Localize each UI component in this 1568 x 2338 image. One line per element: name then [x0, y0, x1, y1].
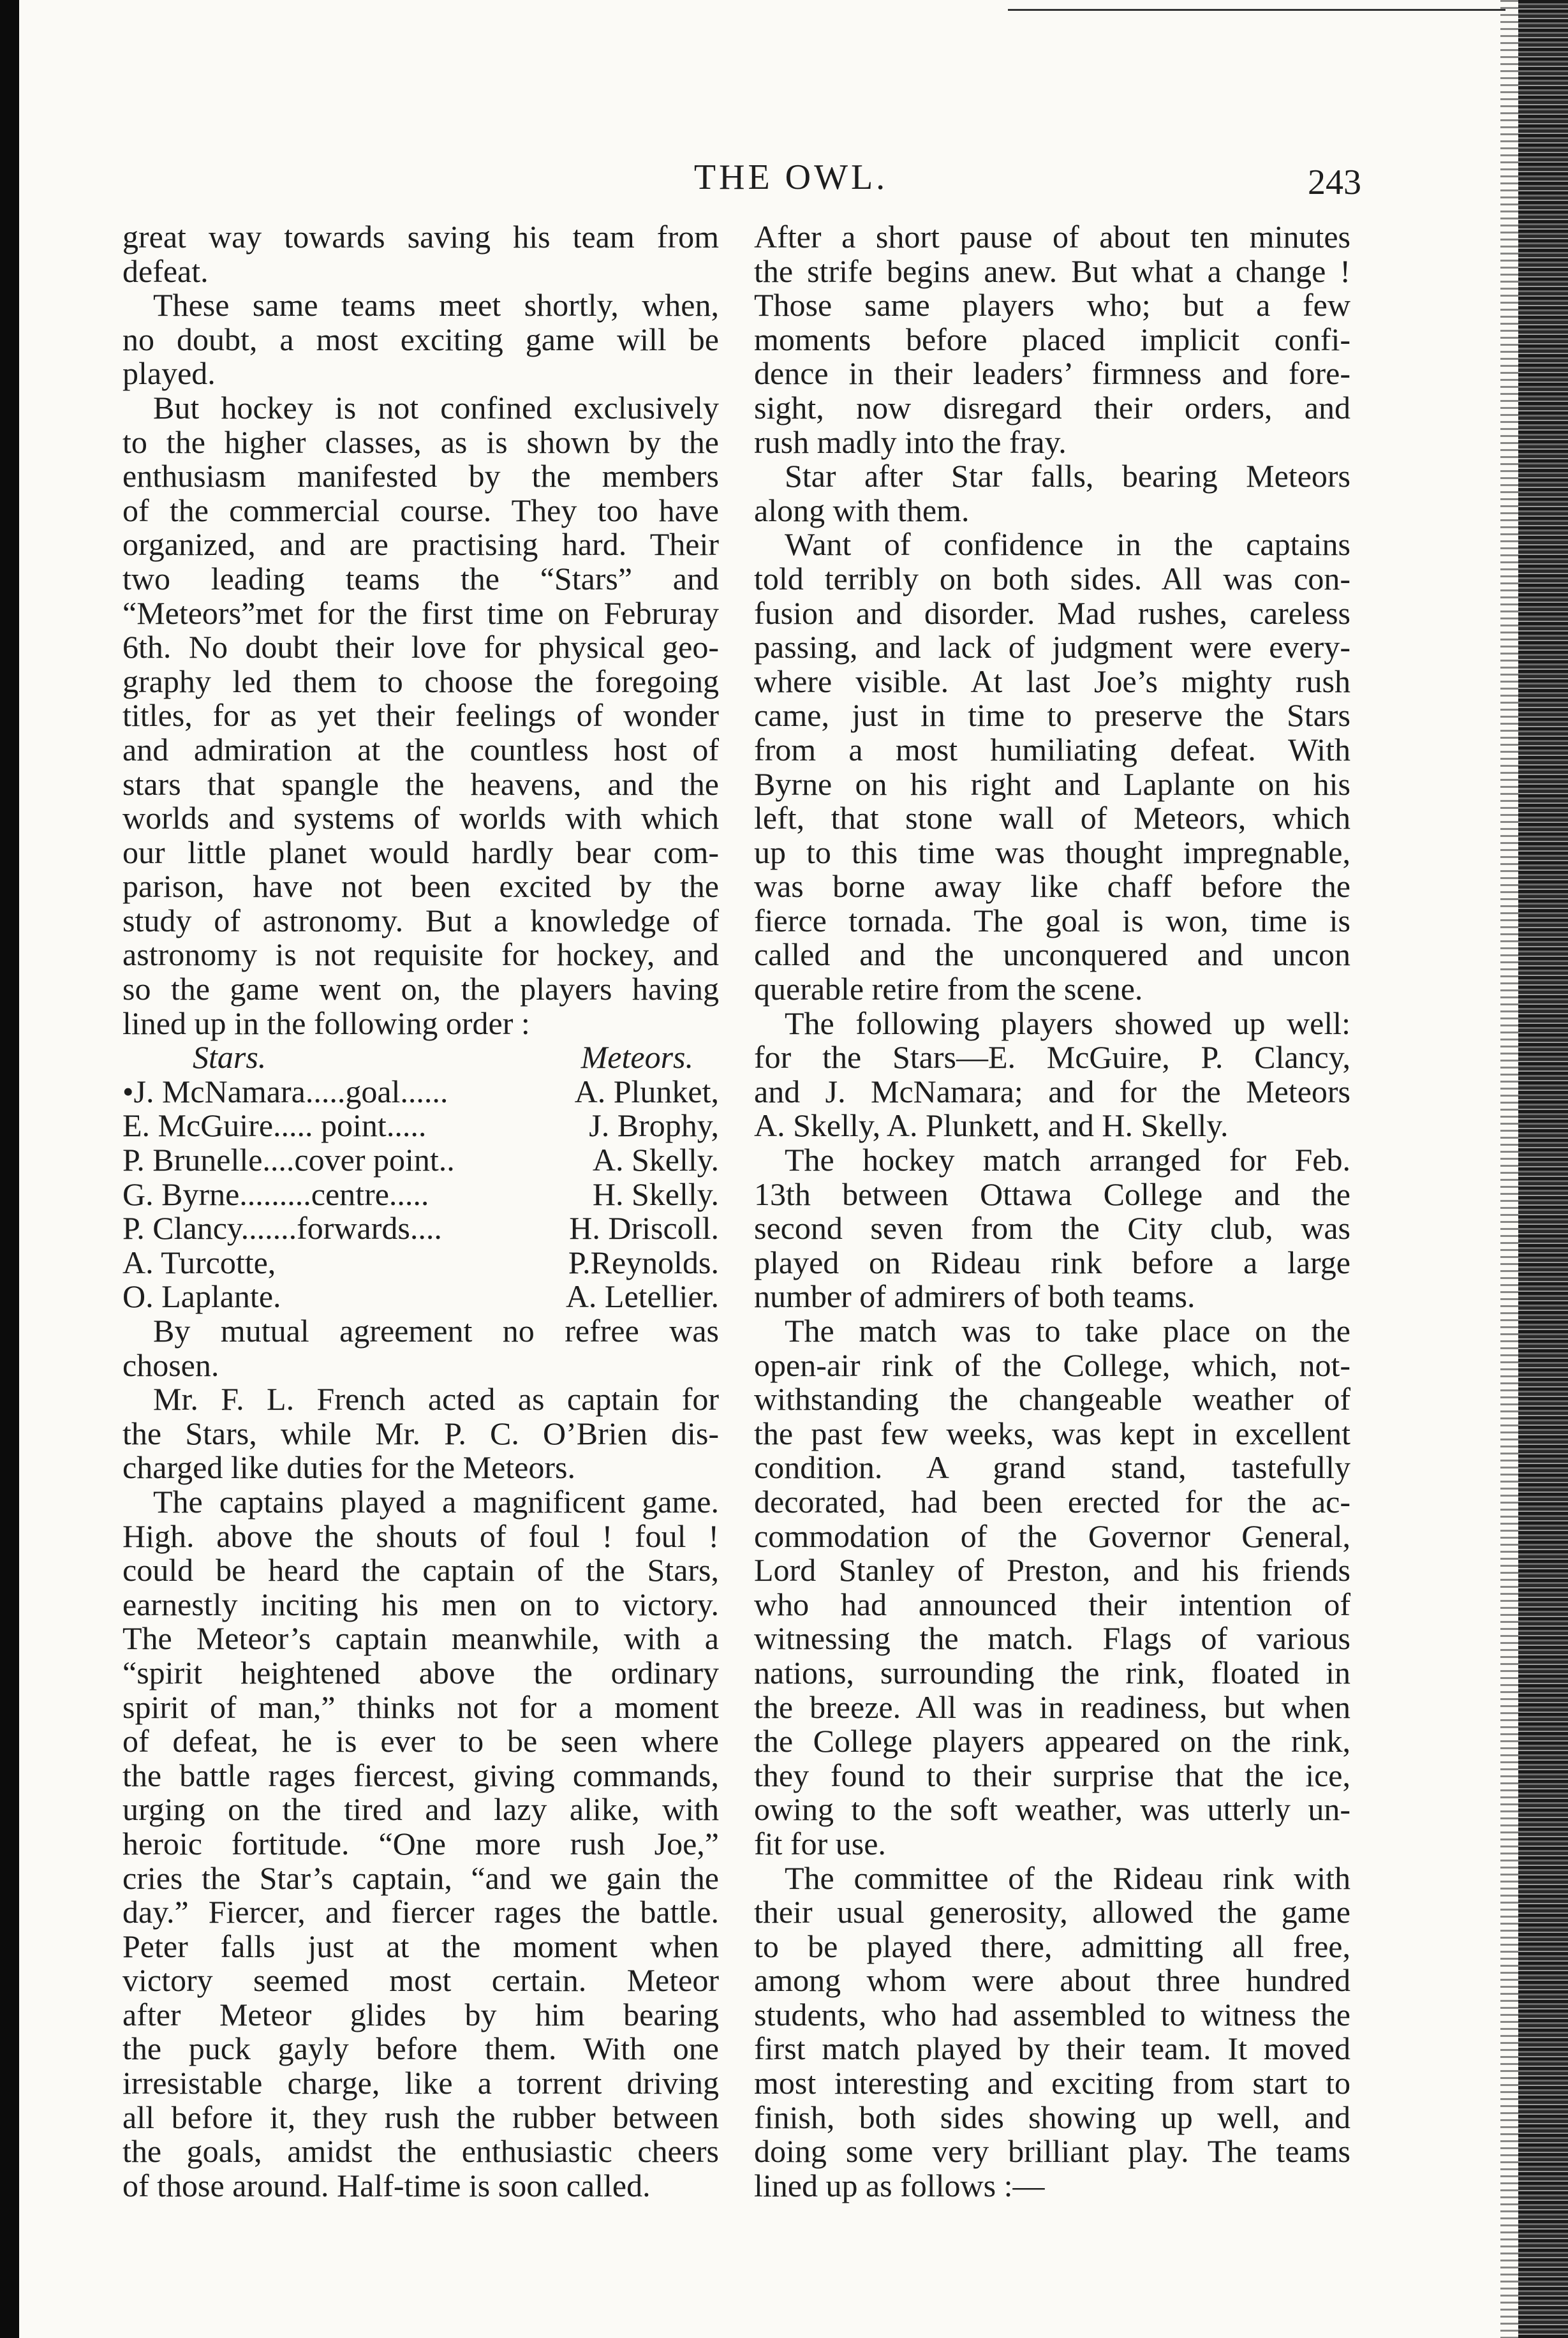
top-rule	[1008, 9, 1505, 11]
text-line: graphy led them to choose the foregoing	[122, 663, 719, 699]
text-line: The captains played a magnificent game.	[153, 1483, 719, 1520]
text-line: The committee of the Rideau rink with	[785, 1860, 1350, 1896]
text-line: The match was to take place on the	[785, 1313, 1350, 1349]
text-line: Those same players who; but a few	[754, 287, 1350, 323]
text-line: spirit of man,” thinks not for a moment	[122, 1689, 719, 1725]
lineup-meteors-entry: P.Reynolds.	[568, 1244, 719, 1280]
lineup-stars-entry: P. Brunelle....cover point..	[122, 1142, 455, 1178]
text-line: up to this time was thought impregnable,	[754, 834, 1350, 870]
text-line: irresistable charge, like a torrent driving	[122, 2065, 719, 2101]
text-line: Star after Star falls, bearing Meteors	[785, 458, 1350, 494]
lineup-meteors-entry: H. Driscoll.	[569, 1210, 719, 1247]
lineup-header	[122, 1040, 719, 1075]
text-line: nations, surrounding the rink, floated in	[754, 1654, 1350, 1691]
text-line: day.” Fiercer, and fiercer rages the battle.	[122, 1894, 719, 1930]
text-line: the battle rages fiercest, giving commands,	[122, 1757, 719, 1793]
text-line: stars that spangle the heavens, and the	[122, 766, 719, 802]
text-line: decorated, had been erected for the ac-	[754, 1483, 1350, 1520]
text-line: first match played by their team. It moved	[754, 2031, 1350, 2067]
text-line: After a short pause of about ten minutes	[754, 219, 1350, 255]
text-line: condition. A grand stand, tastefully	[754, 1449, 1350, 1486]
text-line: the puck gayly before them. With one	[122, 2031, 719, 2067]
binding-edge-right	[1518, 0, 1568, 2338]
right-column-text	[754, 220, 1350, 2203]
text-line: told terribly on both sides. All was con-	[754, 560, 1350, 596]
text-line: “Meteors”met for the first time on Februray	[122, 595, 719, 631]
left-column	[122, 220, 719, 2203]
text-line: to be played there, admitting all free,	[754, 1928, 1350, 1964]
text-line: querable retire from the scene.	[754, 971, 1143, 1007]
lineup-row	[122, 1211, 719, 1246]
text-line: enthusiasm manifested by the members	[122, 458, 719, 494]
text-line: the breeze. All was in readiness, but when	[754, 1689, 1350, 1725]
text-line: of defeat, he is ever to be seen where	[122, 1723, 719, 1759]
lineup-row	[122, 1280, 719, 1314]
text-line: was borne away like chaff before the	[754, 868, 1350, 905]
lineup-row	[122, 1109, 719, 1143]
text-line: the College players appeared on the rink,	[754, 1723, 1350, 1759]
text-line: all before it, they rush the rubber between	[122, 2099, 719, 2135]
text-line: “spirit heightened above the ordinary	[122, 1654, 719, 1691]
text-line: the Stars, while Mr. P. C. O’Brien dis-	[122, 1415, 719, 1451]
page-header	[0, 145, 1568, 203]
text-line: witnessing the match. Flags of various	[754, 1620, 1350, 1657]
text-line: earnestly inciting his men on to victory.	[122, 1586, 719, 1622]
binding-shadow-left	[0, 0, 19, 2338]
text-line: 13th between Ottawa College and the	[754, 1176, 1350, 1212]
lineup-header-meteors: Meteors.	[581, 1039, 693, 1076]
text-line: most interesting and exciting from start to	[754, 2065, 1350, 2101]
text-line: High. above the shouts of foul ! foul !	[122, 1518, 719, 1554]
text-line: no doubt, a most exciting game will be	[122, 321, 719, 357]
text-line: titles, for as yet their feelings of wonder	[122, 697, 719, 734]
text-line: the goals, amidst the enthusiastic cheers	[122, 2133, 719, 2170]
lineup-stars-entry: •J. McNamara.....goal......	[122, 1073, 448, 1109]
lineup-row	[122, 1143, 719, 1178]
text-line: lined up in the following order :	[122, 1005, 530, 1041]
text-line: victory seemed most certain. Meteor	[122, 1962, 719, 1999]
text-line: number of admirers of both teams.	[754, 1278, 1195, 1315]
text-line: parison, have not been excited by the	[122, 868, 719, 905]
text-line: called and the unconquered and uncon	[754, 936, 1350, 973]
text-line: worlds and systems of worlds with which	[122, 800, 719, 836]
text-line: open-air rink of the College, which, not-	[754, 1347, 1350, 1383]
text-line: Lord Stanley of Preston, and his friends	[754, 1552, 1350, 1588]
lineup-meteors-entry: A. Skelly.	[592, 1142, 719, 1178]
right-column	[754, 220, 1350, 2203]
text-line: played on Rideau rink before a large	[754, 1244, 1350, 1280]
text-line: But hockey is not confined exclusively	[153, 389, 719, 425]
text-line: fit for use.	[754, 1825, 886, 1861]
text-line: study of astronomy. But a knowledge of	[122, 902, 719, 938]
text-line: of the commercial course. They too have	[122, 492, 719, 528]
lineup-stars-entry: P. Clancy.......forwards....	[122, 1210, 442, 1247]
text-line: great way towards saving his team from	[122, 219, 719, 255]
text-line: along with them.	[754, 492, 970, 528]
lineup-meteors-entry: A. Plunket,	[574, 1073, 719, 1109]
text-line: fusion and disorder. Mad rushes, careless	[754, 595, 1350, 631]
lineup-stars-entry: A. Turcotte,	[122, 1244, 276, 1280]
text-line: from a most humiliating defeat. With	[754, 731, 1350, 767]
text-line: withstanding the changeable weather of	[754, 1381, 1350, 1417]
page-number: 243	[1308, 163, 1361, 202]
text-line: Byrne on his right and Laplante on his	[754, 766, 1350, 802]
text-line: moments before placed implicit confi-	[754, 321, 1350, 357]
lineup-meteors-entry: H. Skelly.	[592, 1176, 719, 1212]
lineup-row	[122, 1075, 719, 1109]
text-line: By mutual agreement no refree was	[153, 1313, 719, 1349]
text-line: after Meteor glides by him bearing	[122, 1996, 719, 2032]
text-line: astronomy is not requisite for hockey, and	[122, 936, 719, 973]
text-line: urging on the tired and lazy alike, with	[122, 1791, 719, 1828]
text-line: where visible. At last Joe’s mighty rush	[754, 663, 1350, 699]
left-column-text-a	[122, 220, 719, 1040]
text-line: Want of confidence in the captains	[785, 526, 1350, 563]
text-line: dence in their leaders’ firmness and fore-	[754, 355, 1350, 392]
text-line: finish, both sides showing up well, and	[754, 2099, 1350, 2135]
text-line: came, just in time to preserve the Stars	[754, 697, 1350, 734]
text-line: 6th. No doubt their love for physical geo-	[122, 629, 719, 665]
text-line: they found to their surprise that the ice,	[754, 1757, 1350, 1793]
lineup-row	[122, 1246, 719, 1280]
text-line: defeat.	[122, 253, 209, 289]
text-line: who had announced their intention of	[754, 1586, 1350, 1622]
text-line: cries the Star’s captain, “and we gain the	[122, 1860, 719, 1896]
text-line: could be heard the captain of the Stars,	[122, 1552, 719, 1588]
text-line: to the higher classes, as is shown by the	[122, 424, 719, 460]
text-line: the strife begins anew. But what a change !	[754, 253, 1350, 289]
left-column-text-b	[122, 1314, 719, 2203]
text-line: doing some very brilliant play. The teams	[754, 2133, 1350, 2170]
text-line: The following players showed up well:	[785, 1005, 1350, 1041]
text-line: left, that stone wall of Meteors, which	[754, 800, 1350, 836]
text-line: organized, and are practising hard. Their	[122, 526, 719, 563]
running-title: THE OWL.	[693, 158, 889, 197]
text-line: played.	[122, 355, 216, 392]
text-line: lined up as follows :—	[754, 2167, 1045, 2203]
text-line: and admiration at the countless host of	[122, 731, 719, 767]
text-line: commodation of the Governor General,	[754, 1518, 1350, 1554]
lineup-stars-entry: G. Byrne.........centre.....	[122, 1176, 429, 1212]
lineup-meteors-entry: J. Brophy,	[589, 1107, 719, 1144]
text-line: our little planet would hardly bear com-	[122, 834, 719, 870]
text-line: among whom were about three hundred	[754, 1962, 1350, 1999]
text-line: of those around. Half-time is soon called.	[122, 2167, 651, 2203]
text-line: owing to the soft weather, was utterly un-	[754, 1791, 1350, 1828]
text-line: sight, now disregard their orders, and	[754, 389, 1350, 425]
text-line: rush madly into the fray.	[754, 424, 1067, 460]
text-line: two leading teams the “Stars” and	[122, 560, 719, 596]
lineup-meteors-entry: A. Letellier.	[565, 1278, 719, 1315]
text-line: passing, and lack of judgment were every-	[754, 629, 1350, 665]
text-line: chosen.	[122, 1347, 219, 1383]
text-line: charged like duties for the Meteors.	[122, 1449, 575, 1486]
lineup-stars-entry: O. Laplante.	[122, 1278, 281, 1315]
text-line: and J. McNamara; and for the Meteors	[754, 1073, 1350, 1109]
binding-stitch-right	[1500, 0, 1518, 2338]
text-line: The Meteor’s captain meanwhile, with a	[122, 1620, 719, 1657]
text-line: fierce tornada. The goal is won, time is	[754, 902, 1350, 938]
text-line: Mr. F. L. French acted as captain for	[153, 1381, 719, 1417]
lineup-header-stars: Stars.	[193, 1039, 267, 1076]
text-line: their usual generosity, allowed the game	[754, 1894, 1350, 1930]
text-line: students, who had assembled to witness the	[754, 1996, 1350, 2032]
lineup-stars-entry: E. McGuire..... point.....	[122, 1107, 427, 1144]
text-line: for the Stars—E. McGuire, P. Clancy,	[754, 1039, 1350, 1076]
text-line: so the game went on, the players having	[122, 971, 719, 1007]
text-line: heroic fortitude. “One more rush Joe,”	[122, 1825, 719, 1861]
lineup-row	[122, 1178, 719, 1212]
text-line: These same teams meet shortly, when,	[153, 287, 719, 323]
lineup-table	[122, 1040, 719, 1314]
text-line: A. Skelly, A. Plunkett, and H. Skelly.	[754, 1107, 1229, 1144]
text-line: Peter falls just at the moment when	[122, 1928, 719, 1964]
text-line: second seven from the City club, was	[754, 1210, 1350, 1247]
text-line: the past few weeks, was kept in excellent	[754, 1415, 1350, 1451]
text-line: The hockey match arranged for Feb.	[785, 1142, 1350, 1178]
